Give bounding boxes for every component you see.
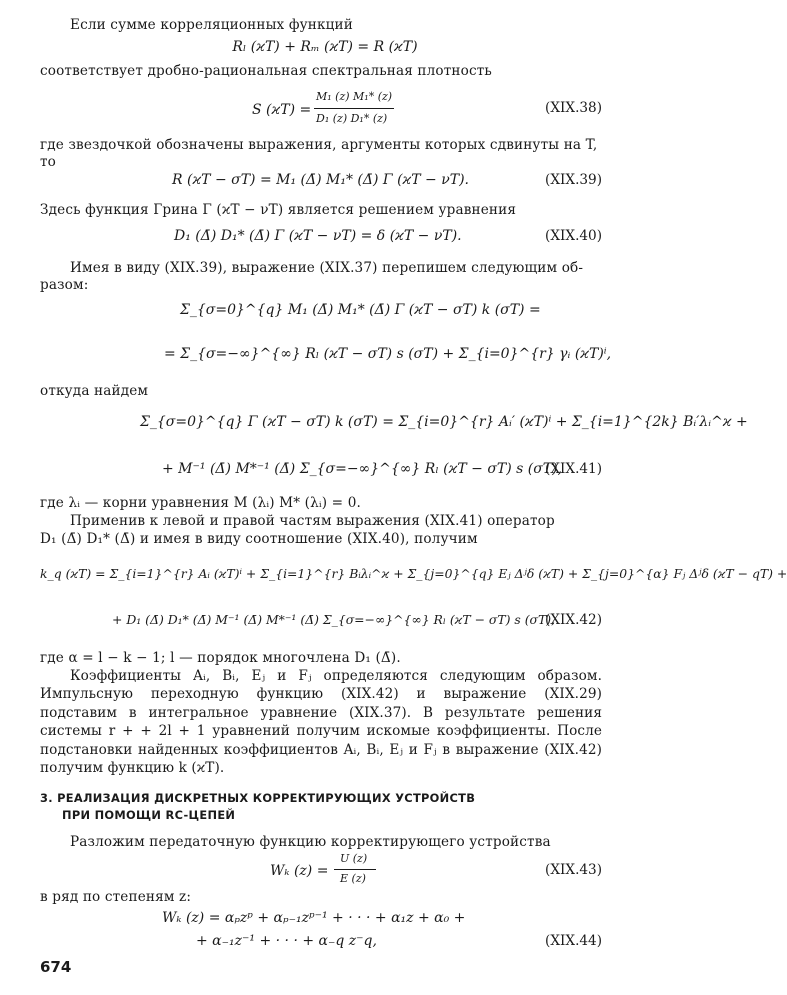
equation-number: (XIX.42) xyxy=(545,612,602,628)
equation-41-line1: Σ_{σ=0}^{q} Γ (ϰT − σT) k (σT) = Σ_{i=0}^{r} Aᵢ′ (ϰT)ⁱ + Σ_{i=1}^{2k} Bᵢ′λᵢ^ϰ + xyxy=(140,414,748,430)
equation-number: (XIX.38) xyxy=(545,100,602,116)
equation-43-lhs: Wₖ (z) = xyxy=(270,863,329,879)
text-line: в ряд по степеням z: xyxy=(40,889,192,905)
text-line: Имея в виду (XIX.39), выражение (XIX.37) перепишем следующим об- xyxy=(70,260,584,276)
fraction-bar xyxy=(334,869,376,870)
fraction-bar xyxy=(314,108,394,109)
equation-number: (XIX.41) xyxy=(545,461,602,477)
equation-42-line2: + D₁ (Δ̄) D₁* (Δ̄) M⁻¹ (Δ̄) M*⁻¹ (Δ̄) Σ_{σ=−∞}^{∞} Rₗ (ϰT − σT) s (σT), xyxy=(112,612,556,627)
text-line: Здесь функция Грина Γ (ϰT − νT) является решением уравнения xyxy=(40,202,517,218)
equation-40: D₁ (Δ̄) D₁* (Δ̄) Γ (ϰT − νT) = δ (ϰT − νT). xyxy=(174,228,462,244)
equation-number: (XIX.43) xyxy=(545,862,602,878)
equation-38-numerator: M₁ (z) M₁* (z) xyxy=(316,90,393,103)
text-line: где звездочкой обозначены выражения, аргументы которых сдвинуты на T, xyxy=(40,137,598,153)
equation-41-line2: + M⁻¹ (Δ̄) M*⁻¹ (Δ̄) Σ_{σ=−∞}^{∞} Rₗ (ϰT − σT) s (σT), xyxy=(162,461,563,477)
equation-44-line2: + α₋₁z⁻¹ + · · · + α₋q z⁻q, xyxy=(196,933,377,949)
text-line: соответствует дробно-рациональная спектральная плотность xyxy=(40,63,492,79)
equation-number: (XIX.40) xyxy=(545,228,602,244)
equation-42-line1: k_q (ϰT) = Σ_{i=1}^{r} Aᵢ (ϰT)ⁱ + Σ_{i=1}^{r} Bᵢλᵢ^ϰ + Σ_{j=0}^{q} Eⱼ Δʲδ (ϰT) + Σ_{j=0}^{α} Fⱼ Δʲδ (ϰT − qT) + xyxy=(40,566,787,581)
text-line: D₁ (Δ̄) D₁* (Δ̄) и имея в виду соотношение (XIX.40), получим xyxy=(40,531,478,547)
text-line: то xyxy=(40,154,57,170)
equation-correlation-sum: Rₗ (ϰT) + Rₘ (ϰT) = R (ϰT) xyxy=(232,39,418,55)
equation-43-denominator: E (z) xyxy=(340,872,366,885)
equation-43-numerator: U (z) xyxy=(340,852,368,865)
equation-44-line1: Wₖ (z) = αₚzᵖ + αₚ₋₁zᵖ⁻¹ + · · · + α₁z + α₀ + xyxy=(162,910,466,926)
paragraph-coefficients: Коэффициенты Aᵢ, Bᵢ, Eⱼ и Fⱼ определяются следующим образом. Импульсную переходную функцию (XIX.42) и выражение (XIX.29) подставим в интегральное уравнение (XIX.37). В результате решения системы r + + 2l + 1 уравнений получим искомые коэффициенты. После подстановки найденных коэффициентов Aᵢ, Bᵢ, Eⱼ и Fⱼ в выражение (XIX.42) получим функцию k (ϰT). xyxy=(40,668,602,777)
text-line: Разложим передаточную функцию корректирующего устройства xyxy=(70,834,551,850)
equation-38-lhs: S (ϰT) = xyxy=(252,102,312,118)
section-heading-cont: ПРИ ПОМОЩИ RC-ЦЕПЕЙ xyxy=(62,808,236,822)
equation-37-line1: Σ_{σ=0}^{q} M₁ (Δ̄) M₁* (Δ̄) Γ (ϰT − σT) k (σT) = xyxy=(180,302,541,318)
text-line: откуда найдем xyxy=(40,383,149,399)
equation-38-denominator: D₁ (z) D₁* (z) xyxy=(316,112,388,125)
text-line: Если сумме корреляционных функций xyxy=(70,17,353,33)
text-line: Применив к левой и правой частям выражения (XIX.41) оператор xyxy=(70,513,555,529)
text-line: разом: xyxy=(40,277,89,293)
equation-37-line2: = Σ_{σ=−∞}^{∞} Rₗ (ϰT − σT) s (σT) + Σ_{i=0}^{r} γᵢ (ϰT)ⁱ, xyxy=(164,346,612,362)
equation-number: (XIX.39) xyxy=(545,172,602,188)
equation-number: (XIX.44) xyxy=(545,933,602,949)
equation-39: R (ϰT − σT) = M₁ (Δ̄) M₁* (Δ̄) Γ (ϰT − νT). xyxy=(172,172,469,188)
section-heading: 3. РЕАЛИЗАЦИЯ ДИСКРЕТНЫХ КОРРЕКТИРУЮЩИХ УСТРОЙСТВ xyxy=(40,791,476,805)
page-number: 674 xyxy=(40,958,72,976)
text-line: где λᵢ — корни уравнения M (λᵢ) M* (λᵢ) = 0. xyxy=(40,495,361,511)
text-line: где α = l − k − 1; l — порядок многочлена D₁ (Δ̄). xyxy=(40,650,401,666)
